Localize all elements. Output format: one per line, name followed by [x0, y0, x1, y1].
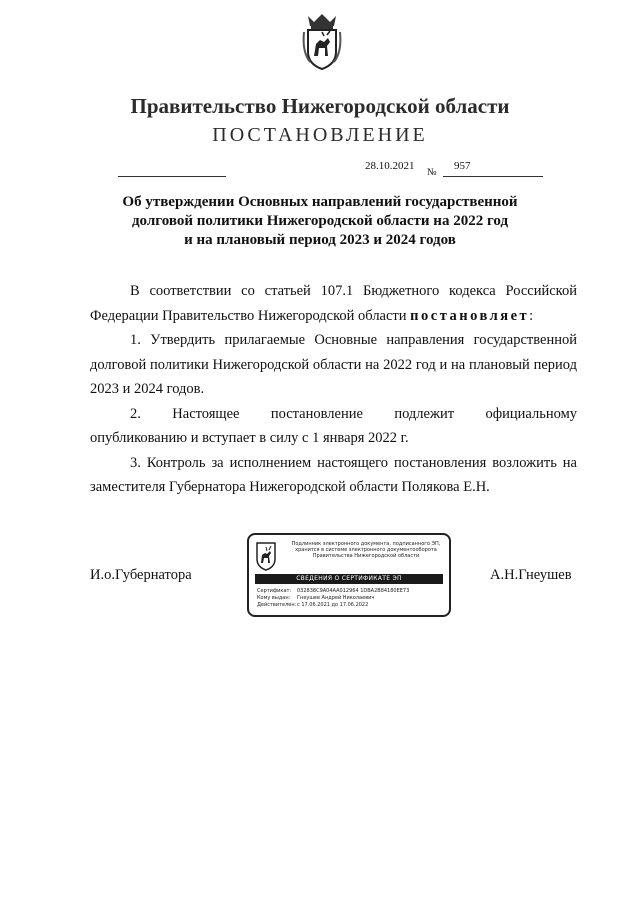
document-number: 957 [454, 160, 471, 172]
intro-paragraph [90, 279, 577, 328]
number-sign: № [427, 167, 437, 178]
subject-line-1: Об утверждении Основных направлений государственной [122, 194, 518, 210]
stamp-notice-line: хранится в системе электронного документооборота [295, 547, 437, 554]
item-3: 3. Контроль за исполнением настоящего постановления возложить на заместителя Губернатора Нижегородской области Полякова Е.Н. [90, 454, 577, 495]
item-1: 1. Утвердить прилагаемые Основные направления государственной долговой политики Нижегородской области на 2022 год и на плановый период 2023 и 2024 годов. [90, 332, 577, 397]
item-2-rest: опубликованию и вступает в силу с 1 января 2022 г. [90, 430, 409, 446]
issued-row [257, 595, 447, 602]
validity-label: Действителен: [257, 602, 297, 608]
decree-word: постановляет [410, 307, 530, 324]
validity-row [257, 602, 447, 609]
intro-end: : [529, 307, 534, 324]
date-underline-left [118, 176, 226, 177]
deer-emblem-icon [255, 541, 277, 571]
document-date: 28.10.2021 [365, 160, 415, 172]
item-2-first-line [90, 402, 577, 427]
item-2-word: подлежит [394, 405, 455, 422]
subject-line-2: долговой политики Нижегородской области на 2022 год [131, 213, 509, 229]
government-title: Правительство Нижегородской области [130, 94, 510, 118]
certificate-details [257, 588, 447, 609]
stamp-notice [285, 541, 447, 560]
certificate-value: 032838C9A04AA012964 1DBA2B84180EE73 [297, 588, 410, 594]
subject-line-3: и на плановый период 2023 и 2024 годов [184, 232, 456, 248]
issued-label: Кому выдан: [257, 595, 291, 601]
signatory-name: А.Н.Гнеушев [490, 567, 572, 583]
item-2-word: официальному [485, 405, 577, 422]
stamp-header [255, 539, 445, 573]
document-body [90, 279, 577, 500]
number-underline [443, 176, 543, 177]
item-2-word: постановление [270, 405, 363, 422]
intro-text: В соответствии со статьей 107.1 Бюджетного кодекса Российской Федерации Правительство Нижегородской области [90, 283, 577, 324]
item-2-word: 2. [130, 405, 141, 422]
signatory-position: И.о.Губернатора [90, 567, 192, 583]
certificate-row [257, 588, 447, 595]
document-subject [100, 193, 540, 250]
certificate-info-bar: СВЕДЕНИЯ О СЕРТИФИКАТЕ ЭП [255, 574, 443, 584]
validity-value: с 17.06.2021 до 17.06.2022 [297, 602, 369, 608]
certificate-label: Сертификат: [257, 588, 292, 594]
stamp-notice-line: Подлинник электронного документа, подписанного ЭП, [291, 541, 441, 547]
coat-of-arms-icon [300, 12, 344, 72]
item-2-word: Настоящее [172, 405, 240, 422]
issued-value: Гнеушев Андрей Николаевич [297, 595, 375, 601]
e-signature-stamp [247, 533, 451, 617]
document-type: ПОСТАНОВЛЕНИЕ [212, 124, 428, 146]
stamp-notice-line: Правительства Нижегородской области [312, 553, 420, 560]
